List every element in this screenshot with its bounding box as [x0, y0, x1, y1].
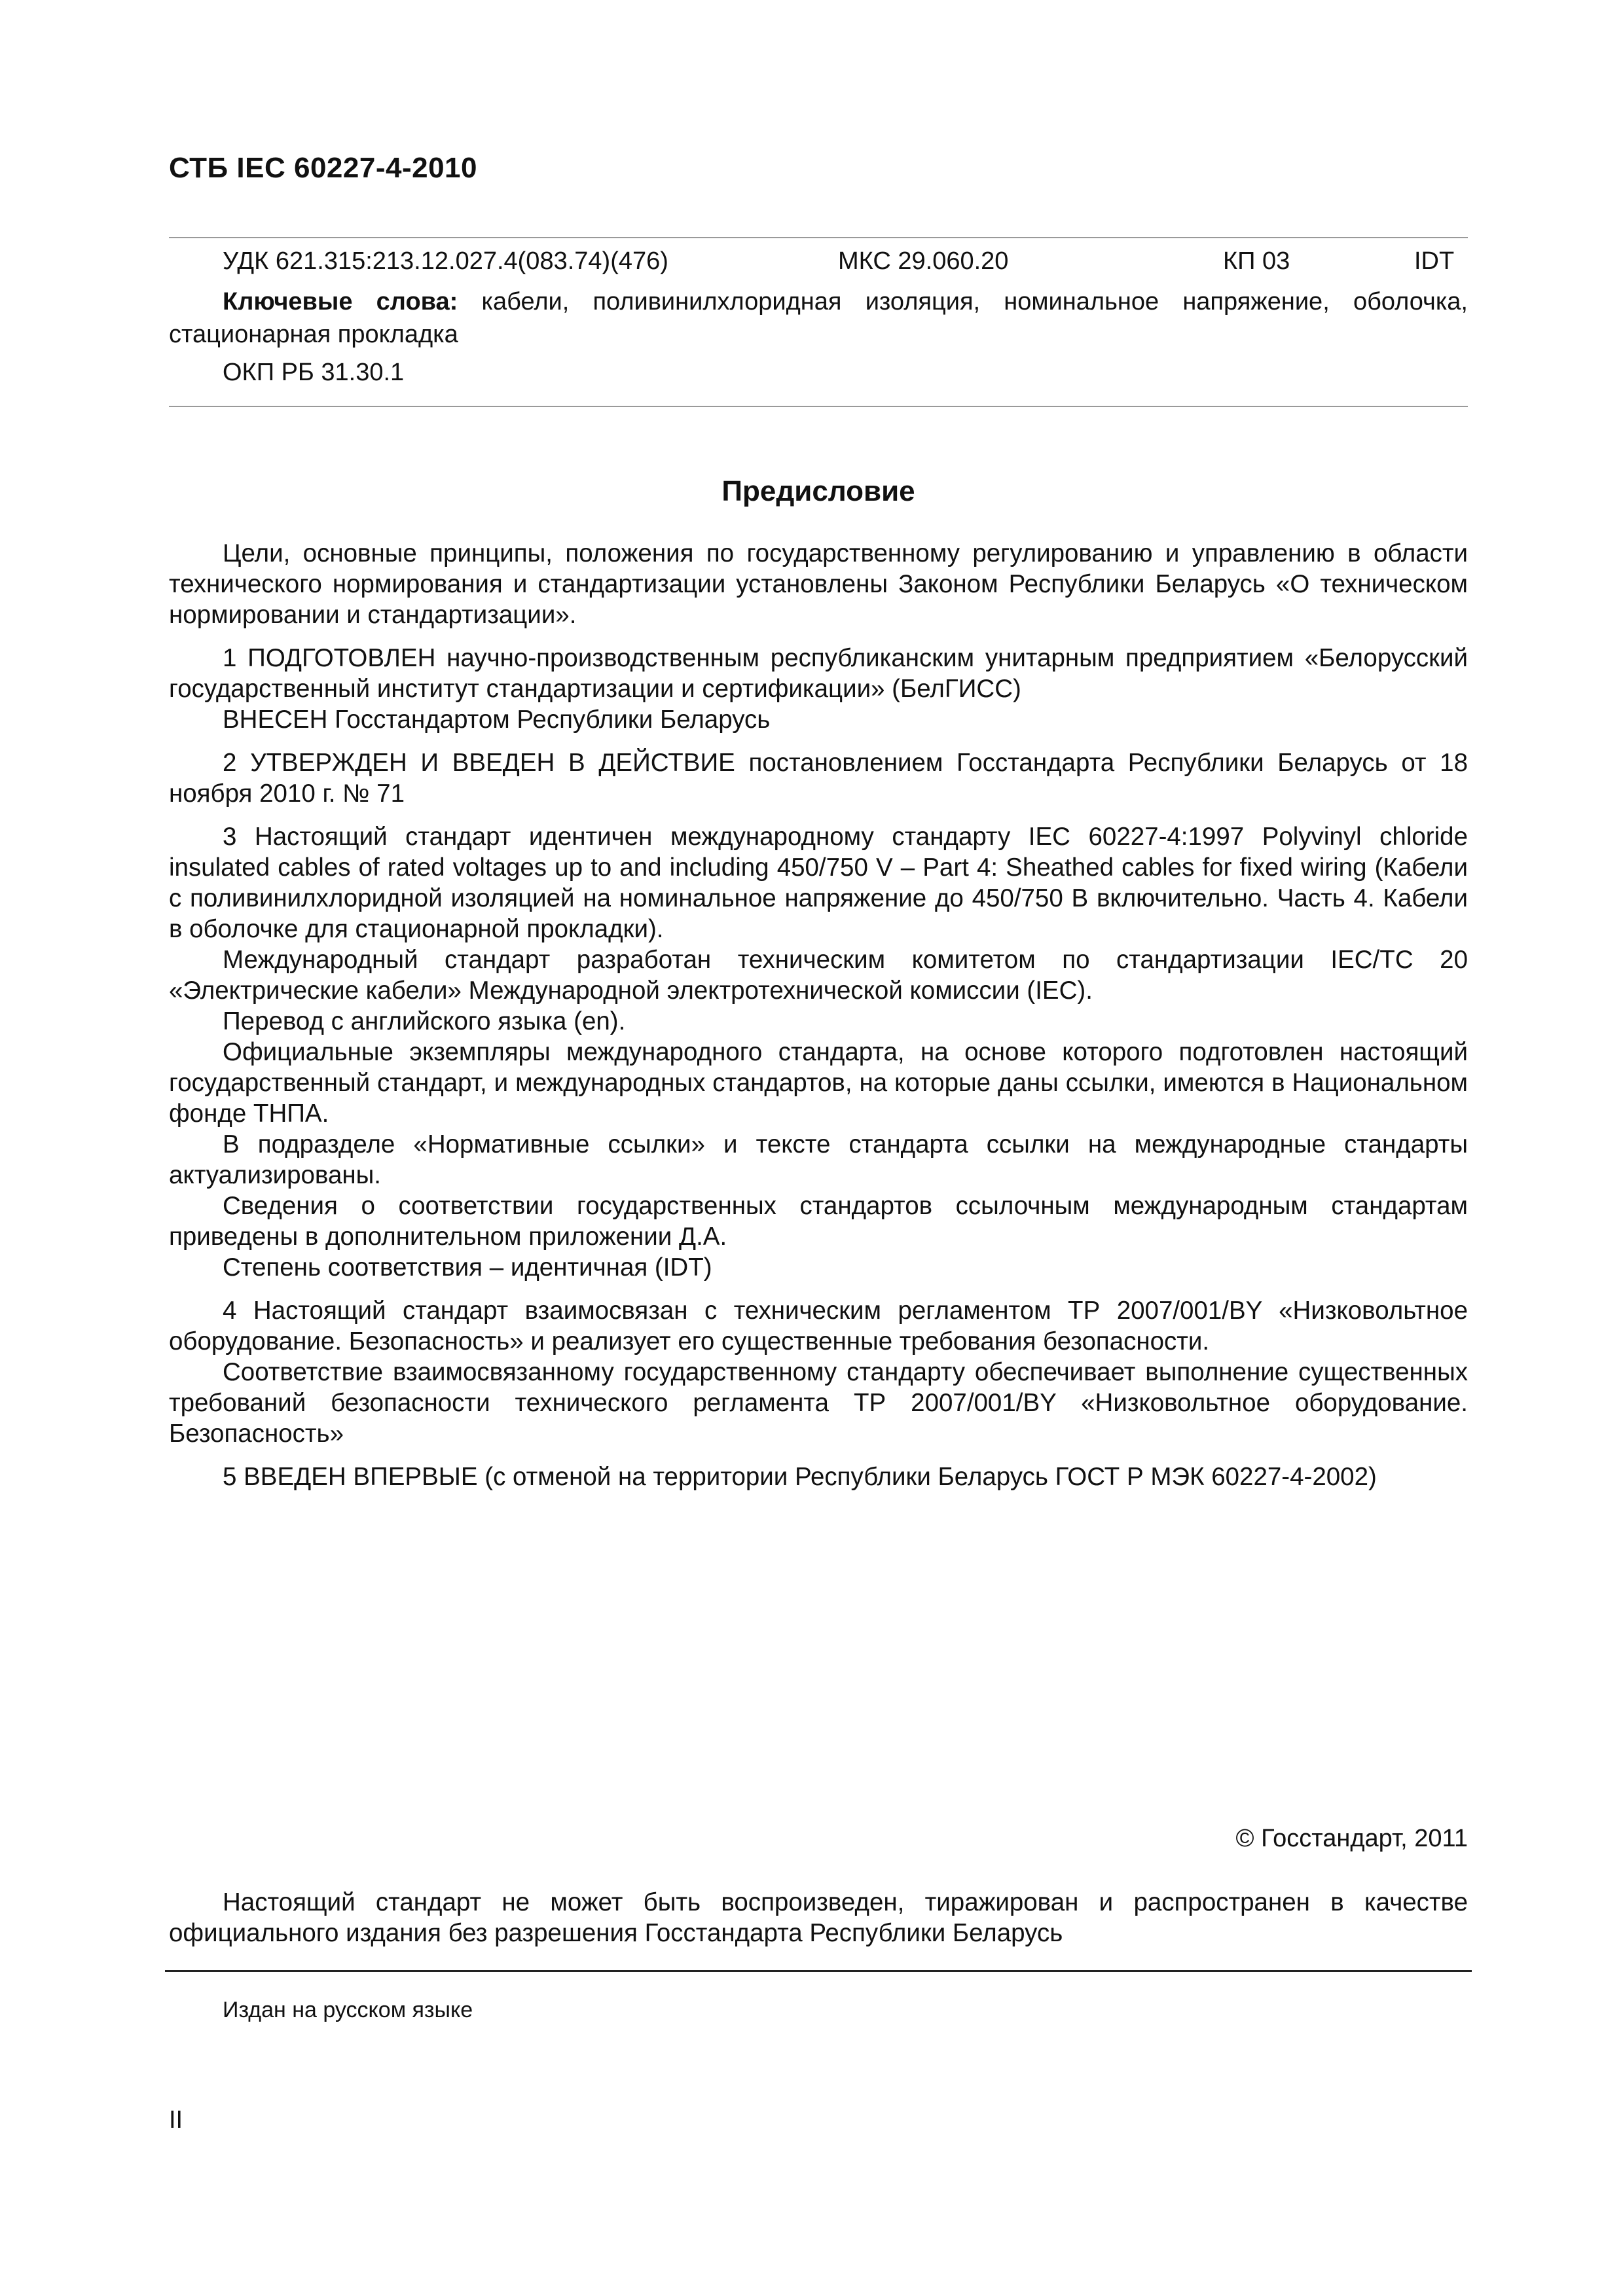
paragraph-translation: Перевод с английского языка (en). — [223, 1007, 626, 1035]
paragraph-official-copies: Официальные экземпляры международного стандарта, на основе которого подготовлен настоящий государственный стандарт, и международных стандартов, на которые даны ссылки, имеются в Национальном фонде ТНПА. — [169, 1038, 1468, 1128]
paragraph-degree: Степень соответствия – идентичная (IDT) — [223, 1253, 712, 1282]
mks-code: МКС 29.060.20 — [838, 247, 1009, 275]
top-divider — [169, 237, 1468, 238]
okp-code: ОКП РБ 31.30.1 — [223, 359, 405, 386]
paragraph-references: В подразделе «Нормативные ссылки» и тексте стандарта ссылки на международные стандарты актуализированы. — [169, 1130, 1468, 1189]
keywords — [169, 285, 1468, 351]
keywords-text: кабели, поливинилхлоридная изоляция, номинальное напряжение, оболочка, стационарная прокладка — [169, 288, 1468, 348]
paragraph-introduced: ВНЕСЕН Госстандартом Республики Беларусь — [223, 706, 771, 734]
paragraph-committee: Международный стандарт разработан техническим комитетом по стандартизации IEC/TC 20 «Электрические кабели» Международной электротехнической комиссии (IEC). — [169, 946, 1468, 1005]
paragraph-intro: Цели, основные принципы, положения по государственному регулированию и управлению в области технического нормирования и стандартизации установлены Законом Республики Беларусь «О техническом нормировании и стандартизации». — [169, 539, 1468, 629]
paragraph-regulation: 4 Настоящий стандарт взаимосвязан с техническим регламентом ТР 2007/001/BY «Низковольтное оборудование. Безопасность» и реализует его существенные требования безопасности. — [169, 1297, 1468, 1355]
footer-divider — [165, 1970, 1472, 1972]
page-title: Предисловие — [721, 475, 915, 507]
reproduction-notice: Настоящий стандарт не может быть воспроизведен, тиражирован и распространен в качестве официального издания без разрешения Госстандарта Республики Беларусь — [169, 1888, 1468, 1947]
meta-divider — [169, 406, 1468, 407]
page-number: II — [169, 2106, 183, 2134]
paragraph-compliance: Соответствие взаимосвязанному государственному стандарту обеспечивает выполнение существенных требований безопасности технического регламента ТР 2007/001/BY «Низковольтное оборудование. Безопасность» — [169, 1358, 1468, 1448]
paragraph-prepared: 1 ПОДГОТОВЛЕН научно-производственным республиканским унитарным предприятием «Белорусский государственный институт стандартизации и сертификации» (БелГИСС) — [169, 644, 1468, 703]
kp-code: КП 03 — [1223, 247, 1290, 275]
udk-code: УДК 621.315:213.12.027.4(083.74)(476) — [223, 247, 668, 275]
document-code: СТБ IEC 60227-4-2010 — [169, 152, 477, 184]
keywords-label: Ключевые слова: — [223, 288, 458, 315]
idt-code: IDT — [1414, 247, 1455, 275]
language-note: Издан на русском языке — [223, 1998, 473, 2022]
paragraph-identical: 3 Настоящий стандарт идентичен международному стандарту IEC 60227-4:1997 Polyvinyl chloride insulated cables of rated voltages up to and including 450/750 V – Part 4: Sheathed cables for fixed wiring (Кабели с поливинилхлоридной изоляцией на номинальное напряжение до 450/750 В включительно. Часть 4. Кабели в оболочке для стационарной прокладки). — [169, 823, 1468, 943]
foreword-body — [169, 538, 1468, 1492]
copyright-notice: © Госстандарт, 2011 — [1235, 1825, 1468, 1852]
paragraph-first-introduced: 5 ВВЕДЕН ВПЕРВЫЕ (с отменой на территории Республики Беларусь ГОСТ Р МЭК 60227-4-2002) — [223, 1463, 1377, 1491]
paragraph-approved: 2 УТВЕРЖДЕН И ВВЕДЕН В ДЕЙСТВИЕ постановлением Госстандарта Республики Беларусь от 18 ноября 2010 г. № 71 — [169, 749, 1468, 808]
paragraph-correspondence: Сведения о соответствии государственных стандартов ссылочным международным стандартам приведены в дополнительном приложении Д.А. — [169, 1192, 1468, 1251]
